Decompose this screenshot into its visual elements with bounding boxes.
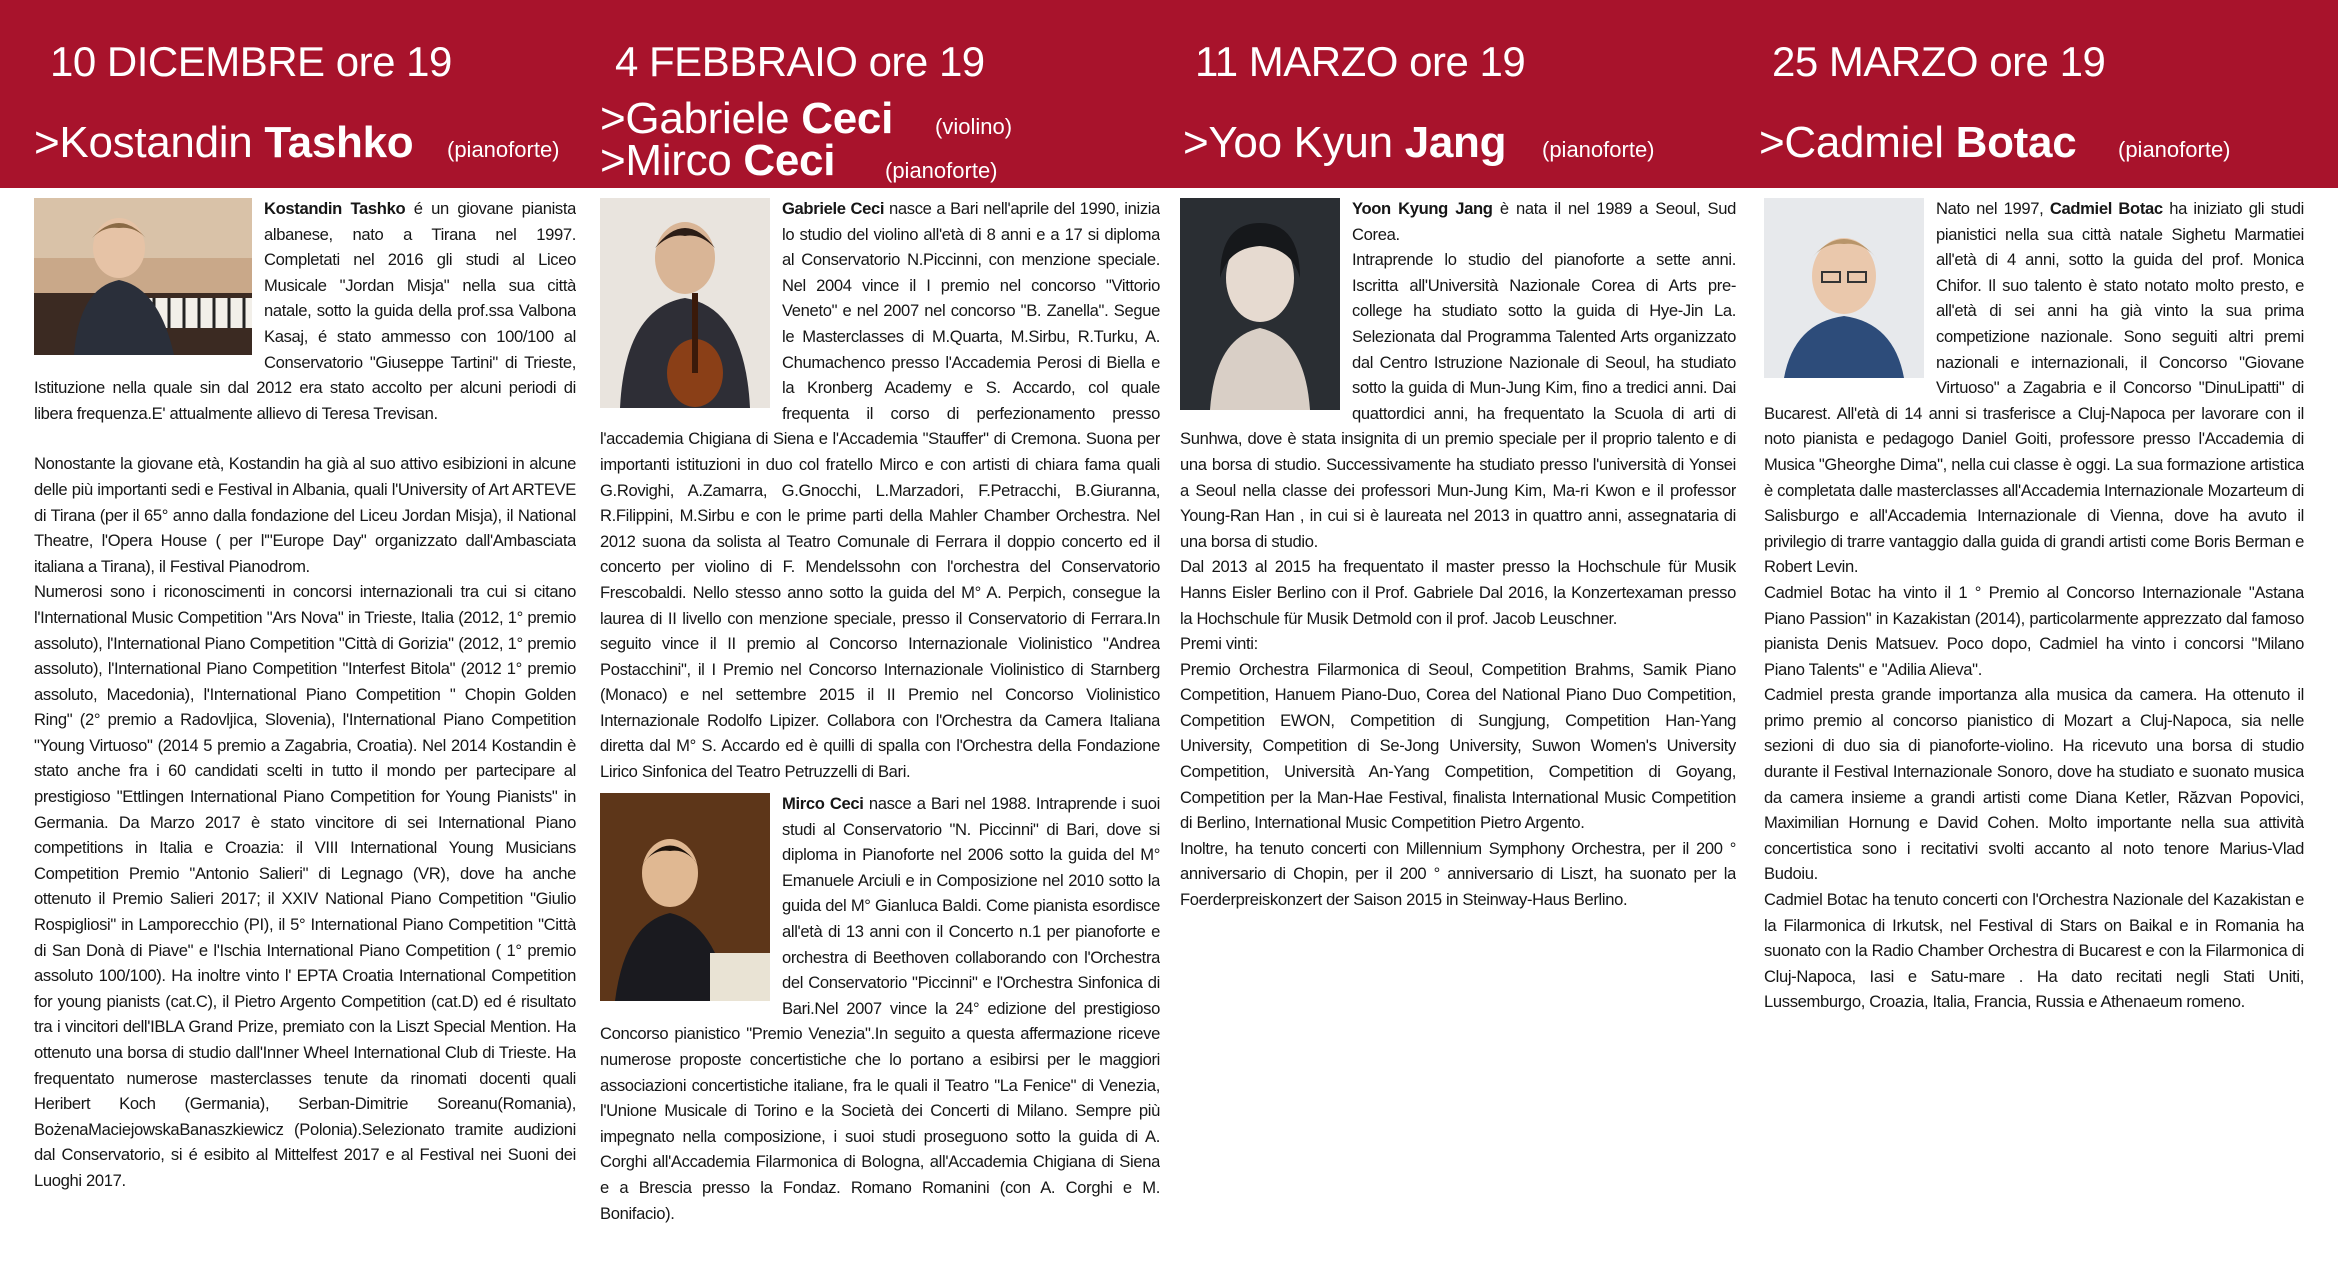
photo-gabriele-ceci bbox=[600, 198, 770, 408]
event-date: 25 MARZO ore 19 bbox=[1772, 38, 2106, 85]
event-date: 10 DICEMBRE ore 19 bbox=[50, 38, 452, 85]
bio-mirco-ceci: Mirco Ceci nasce a Bari nel 1988. Intraprende i suoi studi al Conservatorio "N. Piccinni" di Bari, dove si diploma in Pianoforte nel 2006 sotto la guida del M° Emanuele Arciuli e in Composizione nel 2010 sotto la guida del M° Gianluca Baldi. Come pianista esordisce all'età di 13 anni con il Concerto n.1 per pianoforte e orchestra di Beethoven collaborando con l'Orchestra del Conservatorio "Piccinni" e l'Orchestra Sinfonica di Bari.Nel 2007 vince la 24° edizione del prestigioso Concorso pianistico "Premio Venezia".In seguito a questa affermazione riceve numerose proposte concertistiche che lo portano a esibirsi per le maggiori associazioni concertistiche italiane, fra le quali il Teatro "La Fenice" di Venezia, l'Unione Musicale di Torino e la Società dei Concerti di Milano. Sempre più impegnato nella composizione, i suoi studi proseguono sotto la guida di A. Corghi all'Accademia Filarmonica di Bologna, all'Accademia Chigiana di Siena e a Brescia presso la Fondaz. Romano Romanini (con A. Corghi e M. Bonifacio). bbox=[600, 794, 1160, 1223]
performer-instrument: (pianoforte) bbox=[1542, 137, 1655, 162]
event-header-ceci bbox=[590, 0, 1170, 188]
performer-instrument: (violino) bbox=[935, 114, 1013, 139]
performer-name: >Kostandin Tashko bbox=[34, 118, 414, 167]
photo-yoon-kyung-jang bbox=[1180, 198, 1340, 410]
event-header-tashko bbox=[0, 0, 580, 188]
header-band bbox=[0, 0, 2338, 188]
bio-column-jang: Yoon Kyung Jang è nata il nel 1989 a Seoul, Sud Corea. Intraprende lo studio del pianoforte a sette anni. Iscritta all'Università Nazionale Corea di Arts pre-college ha studiato sotto la guida di Hye-Jin La. Selezionata dal Programma Talented Arts organizzato dal Centro Istruzione Nazionale di Seoul, ha studiato sotto la guida di Mun-Jung Kim, fino a tredici anni. Dai quattordici anni, ha frequentato la Scuola di arti di Sunhwa, dove è stata insignita di un premio speciale per il proprio talento e di una borsa di studio. Successivamente ha studiato presso l'università di Yonsei a Seoul nella classe dei professori Mun-Jung Kim, Ma-ri Kwon e il professor Young-Ran Han , in cui si è laureata nel 2013 in quattro anni, assegnataria di una borsa di studio. Dal 2013 al 2015 ha frequentato il master presso la Hochschule für Musik Hanns Eisler Berlino con il Prof. Gabriele Dal 2016, la Konzertexaman presso la Hochschule für Musik Detmold con il prof. Jacob Leuschner. Premi vinti: Premio Orchestra Filarmonica di Seoul, Competition Brahms, Samik Piano Competition, Hanuem Piano-Duo, Corea del National Piano Duo Competition, Competition EWON, Competition di Sungjung, Competition Han-Yang University, Competition di Se-Jong University, Suwon Women's University Competition, Università An-Yang Competition, Competition di Goyang, Competition per la Man-Hae Festival, finalista International Music Competition di Berlino, International Music Competition Pietro Argento. Inoltre, ha tenuto concerti con Millennium Symphony Orchestra, per il 200 ° anniversario di Chopin, per il 200 ° anniversario di Liszt, ha suonato per la Foerderpreiskonzert der Saison 2015 in Steinway-Haus Berlino. bbox=[1180, 199, 1736, 910]
performer-name: >Yoo Kyun Jang bbox=[1183, 118, 1507, 167]
performer-instrument: (pianoforte) bbox=[2118, 137, 2231, 162]
bio-column-tashko: Kostandin Tashko é un giovane pianista albanese, nato a Tirana nel 1997. Completati nel 2016 gli studi al Liceo Musicale "Jordan Misja" nella sua città natale, sotto la guida della prof.ssa Valbona Kasaj, é stato ammesso con 100/100 al Conservatorio "Giuseppe Tartini" di Trieste, Istituzione nella quale sin dal 2012 era stato accolto per alcuni periodi di libera frequenza.E' attualmente allievo di Teresa Trevisan. Nonostante la giovane età, Kostandin ha già al suo attivo esibizioni in alcune delle più importanti sedi e Festival in Albania, quali l'University of Art ARTEVE di Tirana (per il 65° anno dalla fondazione del Liceu Jordan Misja), il National Theatre, l'Opera House ( per l'"Europe Day" organizzato dall'Ambasciata italiana a Tirana), il Festival Pianodrom. Numerosi sono i riconoscimenti in concorsi internazionali tra cui si citano l'International Music Competition "Ars Nova" in Trieste, Italia (2012, 1° premio assoluto), l'International Piano Competition "Città di Gorizia" (2012, 1° premio assoluto), l'International Piano Competition "Interfest Bitola" (2012 1° premio assoluto, Macedonia), l'International Piano Competition " Chopin Golden Ring" (2° premio a Radovljica, Slovenia), l'International Piano Competition "Young Virtuoso" (2014 5 premio a Zagabria, Croatia). Nel 2014 Kostandin è stato anche fra i 60 candidati scelti in tutto il mondo per partecipare al prestigioso "Ettlingen International Piano Competition for Young Pianists" in Germania. Da Marzo 2017 è stato vincitore di sei International Piano competitions in Italia e Croazia: il VIII International Young Musicians Competition Premio "Antonio Salieri" di Legnago (VR), dove ha anche ottenuto il Premio Salieri 2017; il XXIV National Piano Competition "Giulio Rospigliosi" in Lamporecchio (PI), il 5° International Piano Competition "Città di San Donà di Piave" e l'Ischia International Piano Competition ( 1° premio assoluto 100/100). Ha inoltre vinto l' EPTA Croatia International Competition for young pianists (cat.C), il Pietro Argento Competition (cat.D) ed é risultato tra i vincitori dell'IBLA Grand Prize, premiato con la Liszt Special Mention. Ha ottenuto una borsa di studio dall'Inner Wheel International Club di Trieste. Ha frequentato numerose masterclasses tenute da rinomati docenti quali Heribert Koch (Germania), Serban-Dimitrie Soreanu(Romania), BożenaMaciejowskaBanaszkiewicz (Polonia).Selezionato tramite audizioni dal Conservatorio, si é esibito al Mittelfest 2017 e al Festival nei Suoni dei Luoghi 2017. bbox=[34, 199, 576, 1190]
performer-name: >Cadmiel Botac bbox=[1759, 118, 2077, 167]
performer-name: >Gabriele Ceci bbox=[600, 94, 893, 143]
bio-gabriele-ceci: Gabriele Ceci nasce a Bari nell'aprile del 1990, inizia lo studio del violino all'età di 8 anni e a 17 si diploma al Conservatorio N.Piccinni, con menzione speciale. Nel 2004 vince il I premio nel concorso "Vittorio Veneto" e nel 2007 nel concorso "B. Zanella". Segue le Masterclasses di M.Quarta, M.Sirbu, R.Turku, A. Chumachenco presso l'Accademia Perosi di Biella e la Kronberg Academy e S. Accardo, col quale frequenta il corso di perfezionamento presso l'accademia Chigiana di Siena e l'Accademia "Stauffer" di Cremona. Suona per importanti istituzioni in duo col fratello Mirco e con artisti di chiara fama quali G.Rovighi, A.Zamarra, G.Gnocchi, L.Marzadori, F.Petracchi, B.Giuranna, R.Filippini, M.Sirbu e con le prime parti della Mahler Chamber Orchestra. Nel 2012 suona da solista al Teatro Comunale di Ferrara il doppio concerto ed il concerto per violino di F. Mendelssohn con l'orchestra del Conservatorio Frescobaldi. Nello stesso anno sotto la guida del M° A. Perpich, consegue la laurea di II livello con menzione speciale, presso il Conservatorio di Ferrara.In seguito vince il II premio al Concorso Internazionale Violinistico "Andrea Postacchini", il I Premio nel Concorso Internazionale Violinistico di Starnberg (Monaco) e nel settembre 2015 il II Premio nel Concorso Violinistico Internazionale Rodolfo Lipizer. Collabora con l'Orchestra da Camera Italiana diretta dal M° S. Accardo ed è quilli di spalla con l'Orchestra della Fondazione Lirico Sinfonica del Teatro Petruzzelli di Bari. bbox=[600, 199, 1160, 782]
photo-cadmiel-botac bbox=[1764, 198, 1924, 378]
photo-kostandin-tashko bbox=[34, 198, 252, 355]
event-date: 11 MARZO ore 19 bbox=[1195, 38, 1526, 85]
performer-instrument: (pianoforte) bbox=[447, 137, 560, 162]
event-header-botac bbox=[1750, 0, 2338, 188]
event-header-jang bbox=[1170, 0, 1750, 188]
photo-mirco-ceci bbox=[600, 793, 770, 1001]
event-date: 4 FEBBRAIO ore 19 bbox=[615, 38, 985, 85]
bio-column-ceci bbox=[600, 196, 1160, 1256]
bio-column-botac: Nato nel 1997, Cadmiel Botac ha iniziato gli studi pianistici nella sua città natale Sighetu Marmatiei all'età di 4 anni, sotto la guida del prof. Monica Chifor. Il suo talento è stato notato molto presto, e all'età di sei anni ha già vinto la sua prima competizione nazionale. Sono seguiti altri premi nazionali e internazionali, il Concorso "Giovane Virtuoso" a Zagabria e il Concorso "DinuLipatti" di Bucarest. All'età di 14 anni si trasferisce a Cluj-Napoca per lavorare con il noto pianista e pedagogo Daniel Goiti, professore presso l'Accademia di Musica "Gheorghe Dima", nella cui classe è oggi. La sua formazione artistica è completata dalle masterclasses all'Accademia Internazionale Mozarteum di Salisburgo e all'Accademia Internazionale di Vienna, dove ha avuto il privilegio di trarre vantaggio dalla guida di grandi artisti come Boris Berman e Robert Levin. Cadmiel Botac ha vinto il 1 ° Premio al Concorso Internazionale "Astana Piano Passion" in Kazakistan (2014), particolarmente apprezzato dal famoso pianista Denis Matsuev. Poco dopo, Cadmiel ha vinto i concorsi "Milano Piano Talents" e "Adilia Alieva". Cadmiel presta grande importanza alla musica da camera. Ha ottenuto il primo premio al concorso pianistico di Mozart a Cluj-Napoca, sia nelle sezioni di duo sia di pianoforte-violino. Ha ricevuto una borsa di studio durante il Festival Internazionale Sonoro, dove ha studiato e suonato musica da camera insieme a grandi artisti come Diana Ketler, Răzvan Popovici, Maximilian Hornung e David Cohen. Molto importante nella sua attività concertistica sono i recitativi svolti accanto al noto tenore Marius-Vlad Budoiu. Cadmiel Botac ha tenuto concerti con l'Orchestra Nazionale del Kazakistan e la Filarmonica di Irkutsk, nel Festival di Stars on Baikal e in Romania ha suonato con la Radio Chamber Orchestra di Bucarest e con la Filarmonica di Cluj-Napoca, Iasi e Satu-mare . Ha dato recitati negli Stati Uniti, Lussemburgo, Croazia, Italia, Francia, Russia e Athenaeum romeno. bbox=[1764, 199, 2304, 1012]
performer-name: >Mirco Ceci bbox=[600, 136, 836, 185]
performer-instrument: (pianoforte) bbox=[885, 158, 998, 183]
